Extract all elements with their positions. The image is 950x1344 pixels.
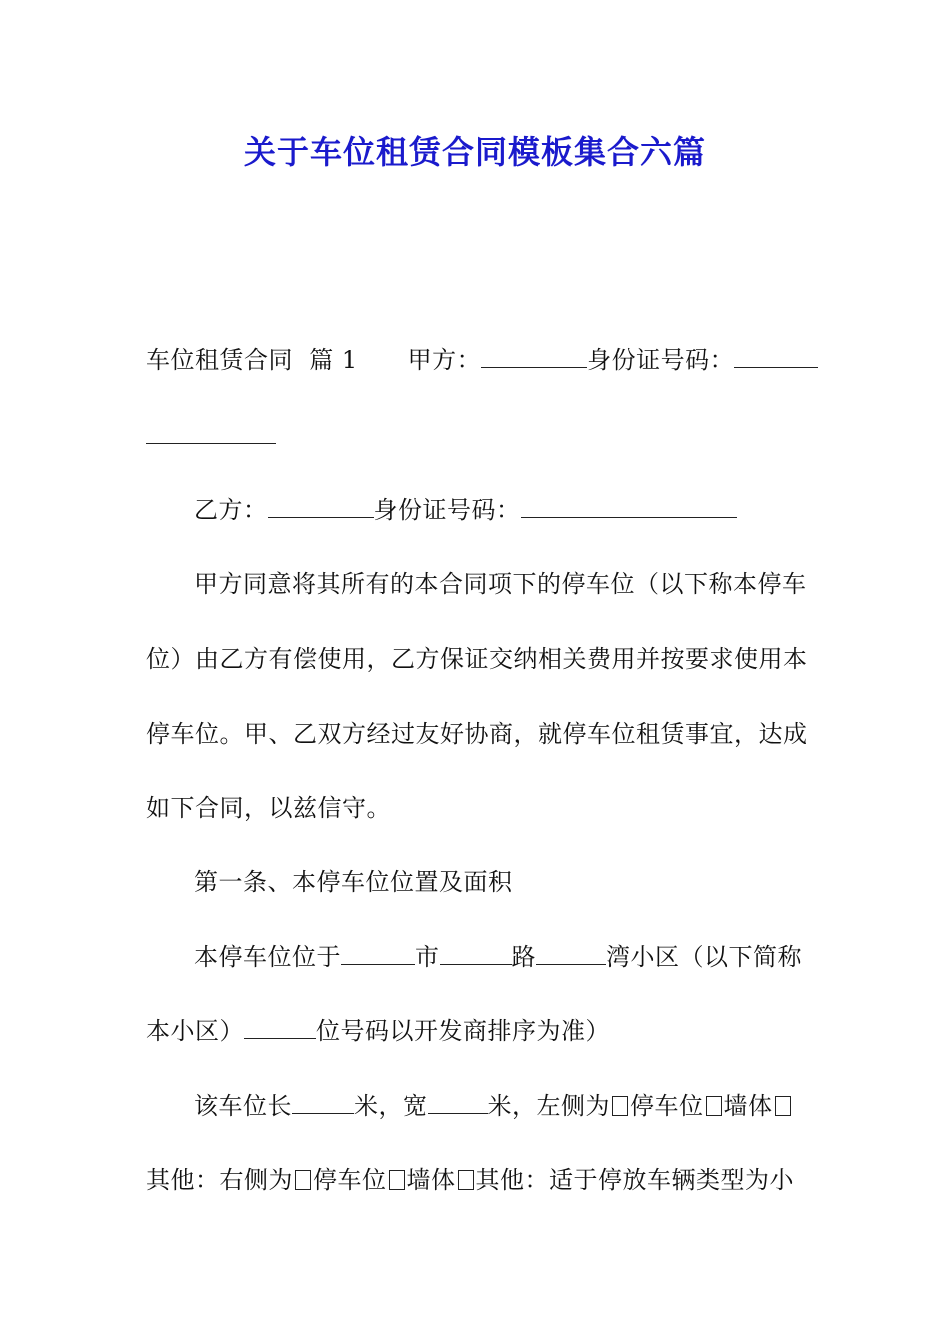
document-title: 关于车位租赁合同模板集合六篇 [243,133,706,171]
width-blank [428,1091,488,1114]
article-one-heading: 第一条、本停车位位置及面积 [194,868,513,896]
left-parking-option: 停车位 [630,1092,704,1120]
party-a-line [146,342,818,378]
paragraph-line: 甲方同意将其所有的本合同项下的停车位（以下称本停车 [194,570,807,598]
city-label: 市 [415,943,440,971]
checkbox-right-parking[interactable] [295,1170,311,1190]
road-blank [440,942,512,965]
city-blank [341,942,415,965]
slot-number-blank [244,1016,316,1039]
community-short-label: 本小区） [146,1017,244,1045]
length-label: 该车位长 [194,1092,292,1120]
checkbox-left-other[interactable] [775,1096,791,1116]
party-b-id-label: 身份证号码： [373,496,521,524]
right-side-label: 其他：右侧为 [146,1166,293,1194]
slot-number-line [146,1013,818,1049]
length-blank [292,1091,354,1114]
right-parking-option: 停车位 [313,1166,387,1194]
party-a-id-label: 身份证号码： [587,346,735,374]
community-blank [536,942,606,965]
contract-heading: 车位租赁合同 篇 1 [146,346,358,374]
left-side-label: 米，左侧为 [487,1092,610,1120]
road-label: 路 [511,943,536,971]
party-a-id-blank [734,345,818,368]
party-b-name-blank [268,495,374,518]
right-wall-option: 墙体 [406,1166,456,1194]
party-a-id-blank-continued [146,418,818,454]
width-label: 米，宽 [354,1092,428,1120]
checkbox-left-wall[interactable] [706,1096,722,1116]
left-wall-option: 墙体 [723,1092,773,1120]
checkbox-left-parking[interactable] [612,1096,628,1116]
checkbox-right-wall[interactable] [389,1170,405,1190]
party-b-label: 乙方： [194,496,268,524]
checkbox-right-other[interactable] [458,1170,474,1190]
paragraph-line: 位）由乙方有偿使用，乙方保证交纳相关费用并按要求使用本 [146,645,808,673]
community-label: 湾小区（以下简称 [606,943,802,971]
paragraph-line: 停车位。甲、乙双方经过友好协商，就停车位租赁事宜，达成 [146,720,808,748]
location-label: 本停车位位于 [194,943,341,971]
vehicle-type-text: 其他：适于停放车辆类型为小 [475,1166,794,1194]
party-b-line [194,492,818,528]
right-side-line [146,1162,818,1198]
slot-number-note: 位号码以开发商排序为准） [316,1017,610,1045]
dimensions-line [194,1088,818,1124]
party-a-name-blank [481,345,587,368]
location-line [194,939,818,975]
party-a-id-blank-2 [146,421,276,444]
party-b-id-blank [521,495,737,518]
party-a-label: 甲方： [407,346,482,374]
paragraph-line: 如下合同，以兹信守。 [146,794,391,822]
